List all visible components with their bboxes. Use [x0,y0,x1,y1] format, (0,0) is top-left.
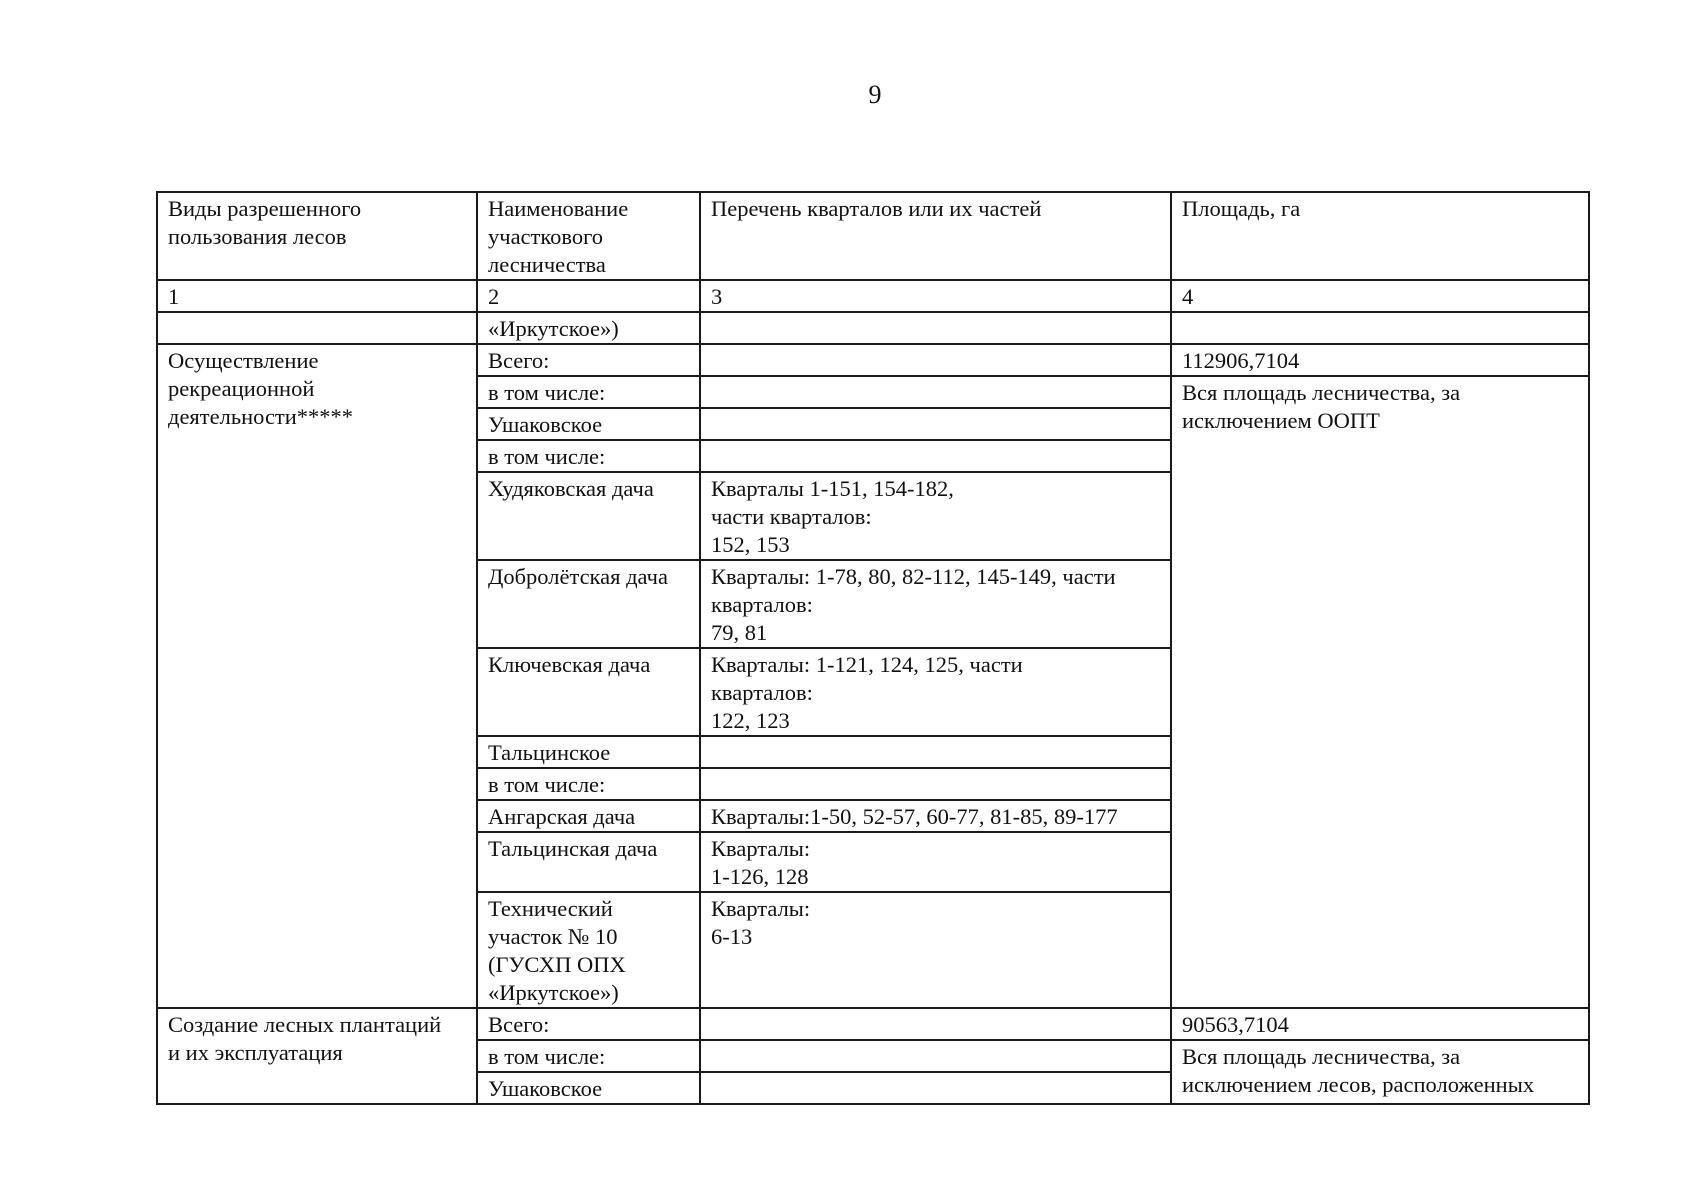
table-header-row [157,192,1589,280]
cell-use-type-recreation: Осуществление рекреационной деятельности***** [157,344,477,1008]
cell-forestry-name: в том числе: [477,1040,700,1072]
column-number: 1 [157,280,477,312]
cell-use-type-plantations: Создание лесных плантаций и их эксплуатация [157,1008,477,1104]
cell-forestry-name: Ушаковское [477,408,700,440]
cell-empty [700,768,1171,800]
cell-empty [700,408,1171,440]
cell-quarters: Кварталы: 1-126, 128 [700,832,1171,892]
cell-empty [700,312,1171,344]
cell-forestry-name: Тальцинское [477,736,700,768]
cell-forestry-name: Худяковская дача [477,472,700,560]
column-number: 2 [477,280,700,312]
cell-total-label: Всего: [477,1008,700,1040]
cell-quarters: Кварталы: 1-78, 80, 82-112, 145-149, части кварталов: 79, 81 [700,560,1171,648]
cell-forestry-name: в том числе: [477,768,700,800]
cell-forestry-name: Добролётская дача [477,560,700,648]
cell-quarters: Кварталы 1-151, 154-182, части кварталов: 152, 153 [700,472,1171,560]
cell-quarters: Кварталы: 6-13 [700,892,1171,1008]
cell-forestry-name: в том числе: [477,376,700,408]
cell-empty [700,736,1171,768]
cell-quarters: Кварталы:1-50, 52-57, 60-77, 81-85, 89-177 [700,800,1171,832]
cell-empty [700,344,1171,376]
forest-use-table [156,191,1590,1105]
cell-empty [700,1040,1171,1072]
header-quarters-list: Перечень кварталов или их частей [700,192,1171,280]
cell-forestry-name: Ангарская дача [477,800,700,832]
cell-empty [1171,312,1589,344]
cell-total-area: 112906,7104 [1171,344,1589,376]
cell-empty [700,440,1171,472]
cell-area-note: Вся площадь лесничества, за исключением лесов, расположенных [1171,1040,1589,1104]
cell-forestry-name: Ушаковское [477,1072,700,1104]
header-area: Площадь, га [1171,192,1589,280]
table-row [157,312,1589,344]
header-use-type: Виды разрешенного пользования лесов [157,192,477,280]
cell-empty [700,1072,1171,1104]
cell-forestry-name: Технический участок № 10 (ГУСХП ОПХ «Иркутское») [477,892,700,1008]
column-numbers-row [157,280,1589,312]
column-number: 4 [1171,280,1589,312]
cell-forestry-name: в том числе: [477,440,700,472]
cell-empty [700,376,1171,408]
cell-quarters: Кварталы: 1-121, 124, 125, части кварталов: 122, 123 [700,648,1171,736]
cell-total-label: Всего: [477,344,700,376]
cell-forestry-name: Ключевская дача [477,648,700,736]
cell-empty [157,312,477,344]
cell-total-area: 90563,7104 [1171,1008,1589,1040]
cell-forestry-name: «Иркутское») [477,312,700,344]
table-row [157,344,1589,376]
cell-area-note: Вся площадь лесничества, за исключением ООПТ [1171,376,1589,1008]
page-number: 9 [868,80,882,109]
cell-empty [700,1008,1171,1040]
table-row [157,1008,1589,1040]
cell-forestry-name: Тальцинская дача [477,832,700,892]
header-forestry-name: Наименование участкового лесничества [477,192,700,280]
column-number: 3 [700,280,1171,312]
